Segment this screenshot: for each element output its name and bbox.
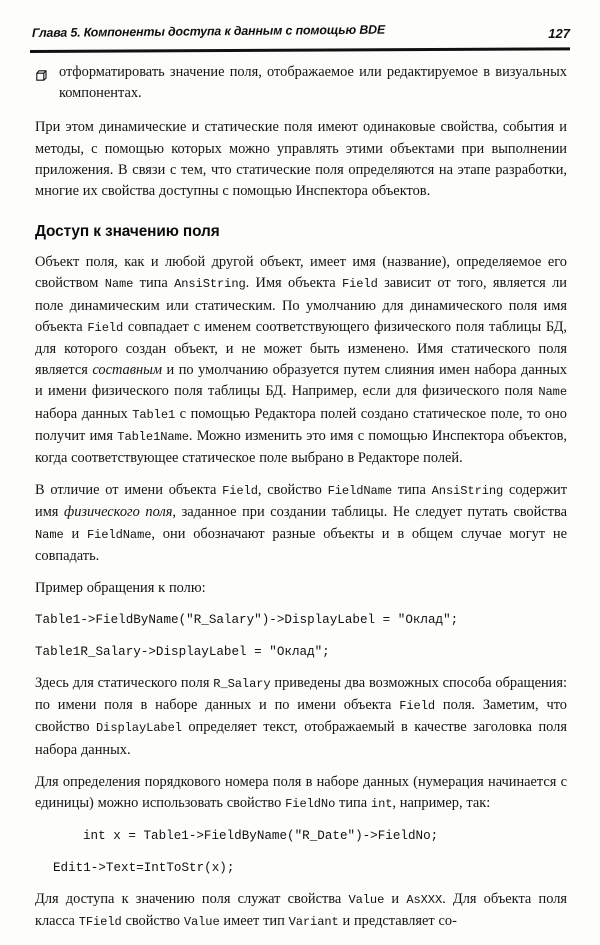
cube-bullet-icon bbox=[36, 67, 47, 78]
text-run: Объект поля, как и любой другой объект, имеет имя (название), определяемое его свойством bbox=[35, 254, 567, 292]
code-term-variant: Variant bbox=[288, 915, 339, 930]
paragraph-4 bbox=[35, 578, 567, 599]
paragraph-2 bbox=[35, 252, 567, 469]
code-term-name: Name bbox=[104, 277, 134, 292]
code-term-field: Field bbox=[87, 320, 124, 335]
code-term-asxxx: AsXXX bbox=[406, 893, 443, 908]
code-term-field: Field bbox=[341, 277, 378, 292]
text-run: типа bbox=[335, 795, 371, 812]
code-block-1-line-1: Table1->FieldByName("R_Salary")->DisplayLabel = "Оклад"; bbox=[35, 613, 459, 628]
text-run: . Можно изменить это имя с помощью Инспектора объектов, когда соответствующее статическое поле выбрано в Редакторе полей. bbox=[35, 427, 567, 467]
page-body bbox=[35, 62, 567, 945]
code-term-fieldname: FieldName bbox=[327, 484, 393, 499]
paragraph-3 bbox=[35, 480, 567, 567]
text-run: свойство bbox=[121, 913, 184, 930]
code-term-fieldno: FieldNo bbox=[285, 797, 336, 812]
code-term-tfield: TField bbox=[78, 915, 122, 930]
text-run: . Имя объекта bbox=[245, 275, 342, 292]
list-item-text: отформатировать значение поля, отображаемое или редактируемое в визуальных компонентах. bbox=[59, 64, 567, 102]
text-run: и по умолчанию образуется путем слияния имен набора данных и имени физического поля таблицы БД. Например, если для физического поля bbox=[35, 362, 567, 400]
code-term-table1: Table1 bbox=[132, 407, 176, 422]
text-run: Для определения порядкового номера поля в наборе данных (нумерация начинается с единицы) можно использовать свойство bbox=[35, 773, 567, 812]
code-term-int: int bbox=[370, 797, 393, 812]
code-block-1-line-2: Table1R_Salary->DisplayLabel = "Оклад"; bbox=[35, 644, 330, 659]
code-intro-text: Пример обращения к полю: bbox=[35, 580, 206, 597]
code-term-value: Value bbox=[348, 893, 385, 908]
code-term-name: Name bbox=[538, 385, 567, 400]
code-block-2-line-2: Edit1->Text=IntToStr(x); bbox=[53, 860, 235, 875]
text-run: . Для объекта поля класса bbox=[35, 891, 568, 930]
emphasis-fizicheskogo-polya: физического поля bbox=[64, 504, 173, 521]
text-run: с помощью Редактора полей создано статическое поле, то оно получит имя bbox=[35, 405, 567, 444]
paragraph-5 bbox=[35, 673, 567, 761]
code-term-table1name: Table1Name bbox=[117, 429, 189, 444]
paragraph-7 bbox=[35, 889, 567, 933]
text-run: , например, так: bbox=[392, 795, 491, 812]
text-run: приведены два возможных способа обращения: по имени поля в наборе данных и по имени объекта bbox=[35, 675, 567, 714]
emphasis-sostavnym: составным bbox=[92, 362, 163, 379]
code-block-2-line-1: int x = Table1->FieldByName("R_Date")->FieldNo; bbox=[83, 829, 439, 844]
text-run: содержит имя bbox=[35, 482, 567, 521]
paragraph-1 bbox=[35, 117, 567, 202]
text-run: совпадает с именем соответствующего физического поля таблицы БД, для которого создан объект, и не может быть изменено. Имя статического поля является bbox=[35, 318, 567, 379]
code-term-field: Field bbox=[222, 484, 258, 499]
text-run: , они обозначают разные объекты и в общем случае могут не совпадать. bbox=[35, 525, 568, 564]
text-run: имеет тип bbox=[219, 913, 289, 930]
text-run: типа bbox=[133, 275, 175, 292]
code-term-displaylabel: DisplayLabel bbox=[96, 721, 182, 736]
text-run: , свойство bbox=[257, 482, 328, 499]
text-run: , заданное при создании таблицы. Не следует путать свойства bbox=[172, 504, 567, 521]
text-run: и представляет со- bbox=[338, 913, 457, 930]
code-term-ansistring: AnsiString bbox=[174, 277, 246, 292]
text-run: и bbox=[384, 891, 407, 908]
text-run: поля. Заметим, что свойство bbox=[35, 697, 567, 736]
page-number: 127 bbox=[548, 26, 570, 41]
text-run: зависит от того, является ли поле динамическим или статическим. По умолчанию для динамического поля имя объекта bbox=[35, 275, 567, 335]
text-run: определяет текст, отображаемый в качестве заголовка поля набора данных. bbox=[35, 719, 567, 758]
paragraph-6 bbox=[35, 772, 567, 815]
text-run: Для доступа к значению поля служат свойства bbox=[35, 891, 349, 908]
code-term-ansistring: AnsiString bbox=[431, 484, 504, 499]
code-term-fieldname: FieldName bbox=[86, 527, 152, 542]
code-term-r-salary: R_Salary bbox=[213, 677, 271, 692]
text-run: В отличие от имени объекта bbox=[35, 482, 223, 499]
code-term-value: Value bbox=[183, 915, 220, 930]
code-term-field: Field bbox=[399, 699, 436, 714]
text-run: типа bbox=[392, 482, 432, 499]
code-term-name: Name bbox=[35, 527, 64, 542]
text-run: Здесь для статического поля bbox=[35, 675, 214, 692]
list-item bbox=[35, 62, 567, 104]
section-heading: Доступ к значению поля bbox=[35, 223, 220, 241]
running-head-title: Глава 5. Компоненты доступа к данным с помощью BDE bbox=[31, 22, 386, 40]
text-run: набора данных bbox=[35, 405, 133, 422]
text-run: и bbox=[63, 525, 87, 542]
paragraph-1-text: При этом динамические и статические поля имеют одинаковые свойства, события и методы, с помощью которых можно управлять этими объектами при выполнении приложения. В связи с тем, что статические поля определяются на этапе разработки, многие их свойства доступны с помощью Инспектора объектов. bbox=[35, 119, 567, 200]
